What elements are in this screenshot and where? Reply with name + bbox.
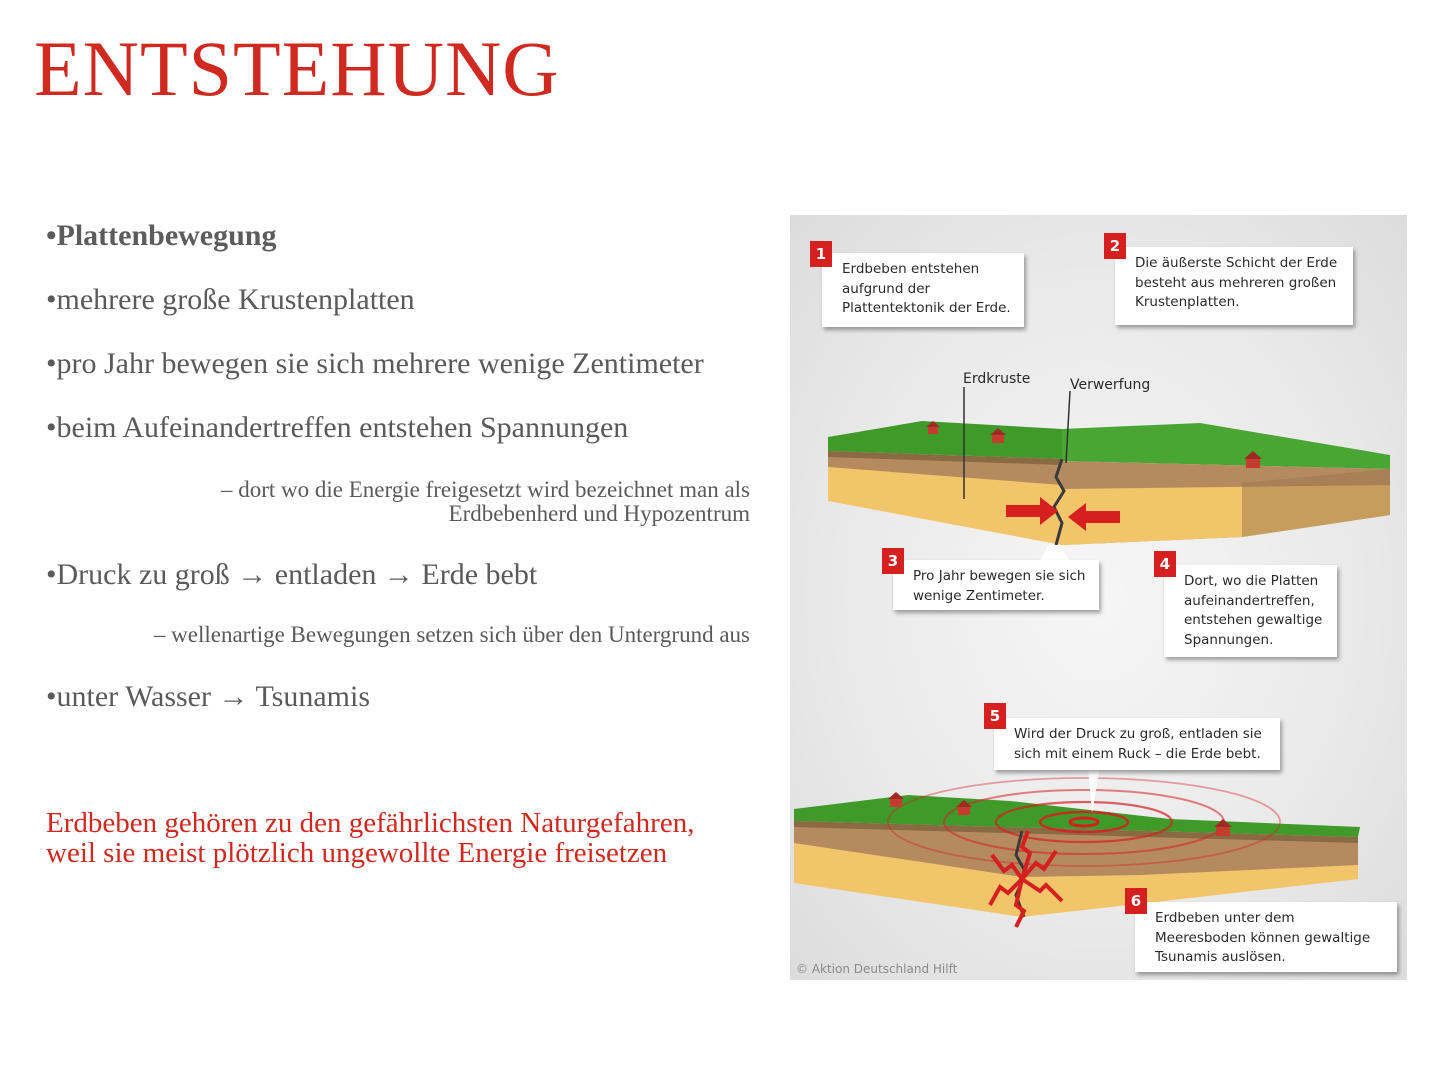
warning-line1: Erdbeben gehören zu den gefährlichsten Naturgefahren, (46, 807, 695, 839)
callout-6-number: 6 (1125, 888, 1147, 914)
callout-2-number: 2 (1104, 233, 1126, 259)
bullet-crust-plates: •mehrere große Krustenplatten (46, 283, 415, 316)
bullet-tensions: •beim Aufeinandertreffen entstehen Spannungen (46, 411, 629, 444)
callout-5-number: 5 (984, 703, 1006, 729)
upper-block (828, 387, 1390, 561)
copyright-notice: © Aktion Deutschland Hilft (796, 962, 958, 976)
sub-bullet-hypocenter-line1: – dort wo die Energie freigesetzt wird bezeichnet man als (220, 477, 750, 502)
warning-statement (46, 808, 766, 869)
callout-3: Pro Jahr bewegen sie sich wenige Zentimeter. (893, 560, 1099, 610)
callout-3-number: 3 (882, 548, 904, 574)
earthquake-diagram (790, 215, 1407, 980)
bullet-plate-movement: •Plattenbewegung (46, 219, 277, 252)
sub-bullet-hypocenter-line2: Erdbebenherd und Hypozentrum (448, 501, 750, 527)
callout-5: Wird der Druck zu groß, entladen sie sich mit einem Ruck – die Erde bebt. (994, 718, 1280, 770)
house-icon (888, 792, 904, 807)
sub-bullet-waves: – wellenartige Bewegungen setzen sich über den Untergrund aus (153, 622, 750, 647)
bullet-tsunamis: •unter Wasser → Tsunamis (46, 680, 371, 713)
callout-6: Erdbeben unter dem Meeresboden können gewaltige Tsunamis auslösen. (1135, 902, 1397, 972)
label-crust: Erdkruste (963, 371, 1031, 387)
callout-1-number: 1 (810, 241, 832, 267)
callout-4-number: 4 (1154, 551, 1176, 577)
callout-1: Erdbeben entstehen aufgrund der Plattentektonik der Erde. (822, 253, 1024, 327)
label-fault: Verwerfung (1070, 377, 1151, 393)
bullet-movement-per-year: •pro Jahr bewegen sie sich mehrere wenige Zentimeter (46, 347, 704, 380)
callout-4: Dort, wo die Platten aufeinandertreffen, entstehen gewaltige Spannungen. (1164, 565, 1337, 657)
page-title: ENTSTEHUNG (34, 25, 560, 112)
callout-2: Die äußerste Schicht der Erde besteht aus mehreren großen Krustenplatten. (1115, 247, 1353, 325)
bullet-pressure: •Druck zu groß → entladen → Erde bebt (46, 558, 538, 591)
right-plate-grass (1062, 423, 1390, 469)
sub-bullet-hypocenter (120, 478, 750, 526)
warning-line2: weil sie meist plötzlich ungewollte Energie freisetzen (46, 837, 668, 870)
